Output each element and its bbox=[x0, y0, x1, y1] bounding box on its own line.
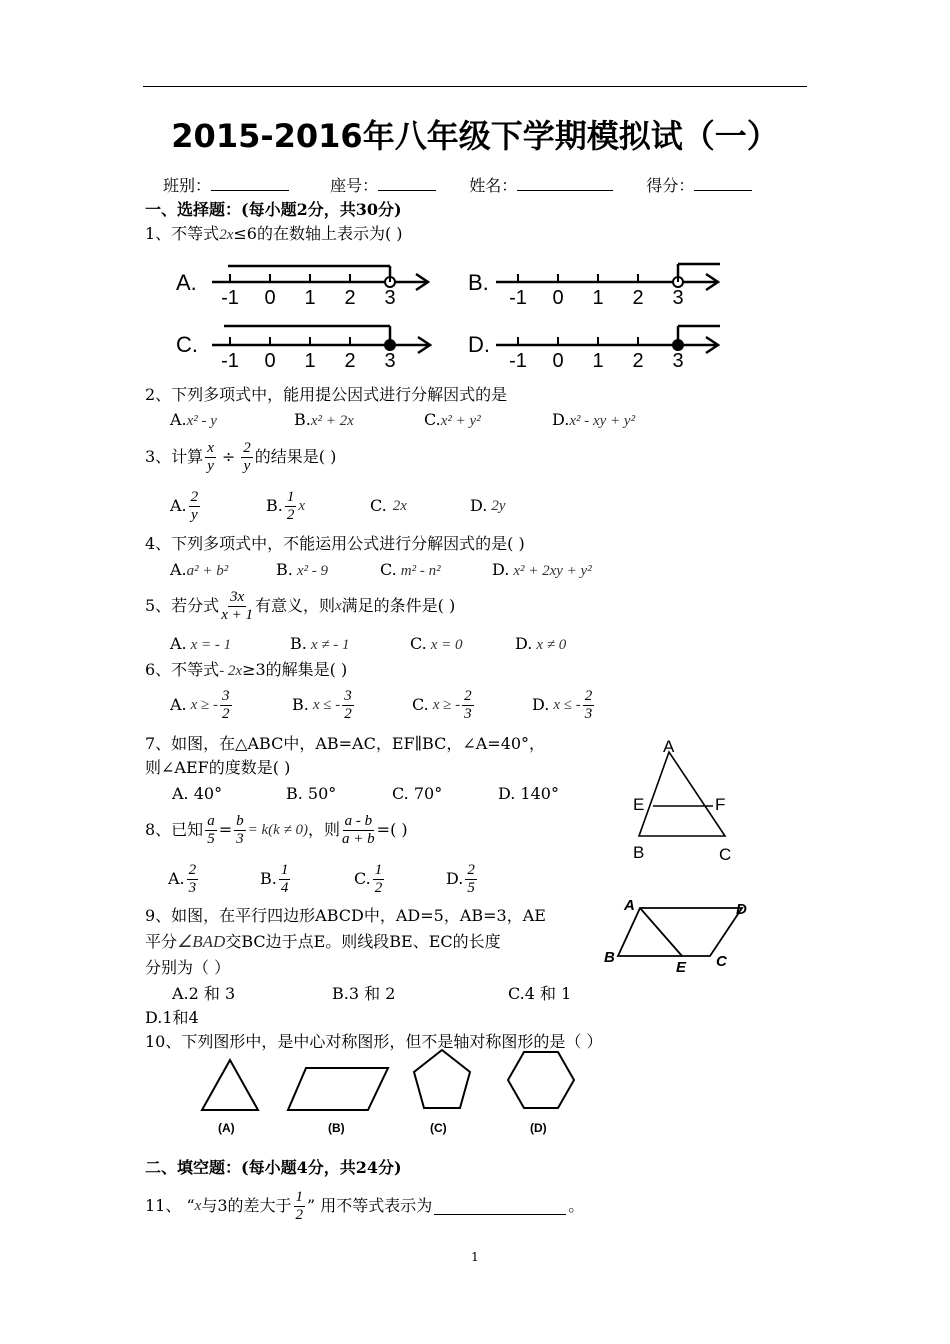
info-line bbox=[163, 174, 752, 196]
q5-options bbox=[170, 634, 610, 656]
q1-stem bbox=[145, 224, 403, 245]
q2-option-a[interactable]: A.x² - y bbox=[170, 410, 217, 429]
q9-option-a[interactable]: A.2 和 3 bbox=[172, 984, 236, 1003]
tick-label: -1 bbox=[509, 287, 527, 309]
q9-line2: 平分∠BAD交BC边于点E。则线段BE、EC的长度 bbox=[145, 932, 501, 951]
q3-stem bbox=[145, 437, 336, 477]
svg-text:(B): (B) bbox=[328, 1121, 345, 1135]
shape-pentagon[interactable] bbox=[414, 1050, 470, 1135]
svg-text:B: B bbox=[604, 949, 615, 966]
q7-options bbox=[172, 784, 592, 806]
svg-text:D: D bbox=[736, 901, 747, 918]
q3-option-d[interactable]: D. 2y bbox=[470, 496, 506, 515]
number-line-ticks bbox=[221, 274, 683, 372]
shape-triangle[interactable] bbox=[202, 1060, 258, 1135]
svg-text:A: A bbox=[624, 897, 635, 914]
q3-option-b[interactable]: B. $\frac{1}{2}$ x bbox=[266, 488, 306, 523]
option-c-label: C. bbox=[176, 332, 198, 357]
q1-post: ≤6的在数轴上表示为( ) bbox=[233, 224, 403, 243]
tick-label: 3 bbox=[384, 287, 396, 309]
q9-option-b[interactable]: B.3 和 2 bbox=[332, 984, 396, 1003]
header-rule bbox=[143, 86, 807, 87]
tick-label: 1 bbox=[304, 287, 316, 309]
tick-label: 1 bbox=[592, 350, 604, 372]
q5-option-a[interactable]: A. x = - 1 bbox=[170, 634, 232, 653]
q11-answer-blank[interactable] bbox=[434, 1198, 566, 1215]
q5-frac: $\frac{3x}{x + 1}$ bbox=[221, 588, 253, 623]
q2-stem: 2、下列多项式中，能用提公因式进行分解因式的是 bbox=[145, 385, 508, 404]
q3-option-a[interactable]: A. $\frac{2}{y}$ bbox=[170, 488, 199, 523]
q9-line3: 分别为（ ） bbox=[145, 958, 231, 977]
q1-pre: 1、不等式 bbox=[145, 224, 220, 243]
svg-text:(D): (D) bbox=[530, 1121, 547, 1135]
page-title: 2015-2016年八年级下学期模拟试（一） bbox=[171, 117, 779, 155]
q2-option-b[interactable]: B.x² + 2x bbox=[294, 410, 354, 429]
q7-option-c[interactable]: C. 70° bbox=[392, 784, 443, 803]
q5-option-b[interactable]: B. x ≠ - 1 bbox=[290, 634, 350, 653]
q7-line2: 则∠AEF的度数是( ) bbox=[145, 758, 291, 777]
q6-option-a[interactable]: A. x ≥ - $\frac{3}{2}$ bbox=[170, 687, 230, 722]
tick-label: 1 bbox=[304, 350, 316, 372]
q7-option-d[interactable]: D. 140° bbox=[498, 784, 559, 803]
q7-option-a[interactable]: A. 40° bbox=[172, 784, 223, 803]
q4-option-b[interactable]: B. x² - 9 bbox=[276, 560, 328, 579]
q10-stem: 10、下列图形中，是中心对称图形，但不是轴对称图形的是（ ） bbox=[145, 1032, 603, 1051]
tick-label: 2 bbox=[344, 350, 356, 372]
q4-option-a[interactable]: A.a² + b² bbox=[170, 560, 229, 579]
tick-label: 3 bbox=[672, 350, 684, 372]
class-label: 班别： bbox=[163, 176, 212, 195]
q3-pre: 3、计算 bbox=[145, 447, 204, 466]
tick-label: 1 bbox=[592, 287, 604, 309]
q8-option-c[interactable]: C. $\frac{1}{2}$ bbox=[354, 861, 383, 896]
tick-label: 0 bbox=[264, 287, 276, 309]
q10-shapes-figure bbox=[190, 1046, 590, 1140]
q8-option-a[interactable]: A. $\frac{2}{3}$ bbox=[168, 861, 197, 896]
svg-text:(C): (C) bbox=[430, 1121, 447, 1135]
shape-hexagon[interactable] bbox=[508, 1052, 574, 1135]
svg-text:(A): (A) bbox=[218, 1121, 235, 1135]
score-label: 得分： bbox=[646, 176, 695, 195]
class-blank[interactable] bbox=[211, 174, 289, 191]
svg-text:E: E bbox=[676, 959, 687, 976]
tick-label: 0 bbox=[552, 287, 564, 309]
fig-label-e: E bbox=[633, 795, 645, 814]
q8-option-b[interactable]: B. $\frac{1}{4}$ bbox=[260, 861, 289, 896]
seat-label: 座号： bbox=[330, 176, 379, 195]
tick-label: 2 bbox=[632, 350, 644, 372]
q5-option-d[interactable]: D. x ≠ 0 bbox=[515, 634, 567, 653]
svg-text:C: C bbox=[716, 953, 727, 970]
tick-label: -1 bbox=[221, 350, 239, 372]
q5-stem: 5、若分式 $\frac{3x}{x + 1}$ 有意义，则 x 满足的条件是( ) bbox=[145, 588, 456, 623]
q7-line1: 7、如图，在△ABC中，AB=AC，EF∥BC，∠A=40°， bbox=[145, 734, 546, 753]
q4-stem: 4、下列多项式中，不能运用公式进行分解因式的是( ) bbox=[145, 534, 525, 553]
q5-option-c[interactable]: C. x = 0 bbox=[410, 634, 463, 653]
tick-label: 2 bbox=[632, 287, 644, 309]
page-number: 1 bbox=[471, 1250, 479, 1264]
tick-label: 0 bbox=[552, 350, 564, 372]
q1-expr: 2x bbox=[219, 227, 234, 243]
q9-line1: 9、如图，在平行四边形ABCD中，AD=5，AB=3，AE bbox=[145, 906, 546, 925]
q6-option-d[interactable]: D. x ≤ - $\frac{2}{3}$ bbox=[532, 687, 593, 722]
q3-frac-1: $\frac{x}{y}$ bbox=[207, 439, 214, 474]
q9-options bbox=[172, 984, 592, 1006]
q7-option-b[interactable]: B. 50° bbox=[286, 784, 337, 803]
q9-option-d[interactable]: D.1和4 bbox=[145, 1008, 199, 1027]
q6-option-c[interactable]: C. x ≥ - $\frac{2}{3}$ bbox=[412, 687, 472, 722]
fig-label-b: B bbox=[633, 843, 645, 862]
seat-blank[interactable] bbox=[378, 174, 436, 191]
name-label: 姓名： bbox=[469, 176, 518, 195]
shape-parallelogram[interactable] bbox=[288, 1068, 388, 1135]
q3-options bbox=[170, 485, 590, 527]
name-blank[interactable] bbox=[517, 174, 613, 191]
fig-label-f: F bbox=[715, 795, 726, 814]
tick-label: 3 bbox=[672, 287, 684, 309]
q6-option-b[interactable]: B. x ≤ - $\frac{3}{2}$ bbox=[292, 687, 352, 722]
q4-option-d[interactable]: D. x² + 2xy + y² bbox=[492, 560, 592, 579]
q9-parallelogram-figure bbox=[596, 886, 780, 978]
q3-frac-2: $\frac{2}{y}$ bbox=[243, 439, 251, 474]
q1-number-lines bbox=[170, 256, 730, 376]
q2-option-c[interactable]: C.x² + y² bbox=[424, 410, 481, 429]
q2-option-d[interactable]: D.x² - xy + y² bbox=[552, 410, 636, 429]
fig-label-a: A bbox=[663, 738, 675, 756]
q7-triangle-figure bbox=[625, 738, 745, 868]
q9-option-c[interactable]: C.4 和 1 bbox=[508, 984, 572, 1003]
q11-frac: $\frac{1}{2}$ bbox=[295, 1188, 303, 1223]
q2-options bbox=[170, 410, 690, 432]
tick-label: 0 bbox=[264, 350, 276, 372]
option-d-label: D. bbox=[468, 332, 490, 357]
score-blank[interactable] bbox=[694, 174, 752, 191]
q3-divide: ÷ bbox=[221, 447, 236, 466]
q4-options bbox=[170, 560, 650, 582]
q6-options bbox=[170, 684, 630, 726]
option-a-label: A. bbox=[176, 270, 197, 295]
tick-label: -1 bbox=[221, 287, 239, 309]
q3-option-c[interactable]: C. 2x bbox=[370, 496, 407, 515]
q6-stem: 6、不等式- 2x≥3的解集是( ) bbox=[145, 660, 348, 679]
tick-label: -1 bbox=[509, 350, 527, 372]
q8-stem: 8、已知 $\frac{a}{5}$ = $\frac{b}{3}$ = k(k ≠ 0) ，则 $\frac{a - b}{a + b}$ =( ) bbox=[145, 812, 408, 847]
option-b-label: B. bbox=[468, 270, 489, 295]
section2-heading: 二、填空题：(每小题4分，共24分) bbox=[145, 1158, 402, 1177]
section1-heading: 一、选择题：(每小题2分，共30分) bbox=[145, 200, 402, 219]
fig-label-c: C bbox=[719, 845, 732, 864]
q8-option-d[interactable]: D. $\frac{2}{5}$ bbox=[446, 861, 475, 896]
q8-options bbox=[168, 858, 528, 900]
tick-label: 3 bbox=[384, 350, 396, 372]
q4-option-c[interactable]: C. m² - n² bbox=[380, 560, 441, 579]
tick-label: 2 bbox=[344, 287, 356, 309]
q3-post: 的结果是( ) bbox=[254, 447, 337, 466]
q11-stem: 11、 “ x 与3的差大于 $\frac{1}{2}$ ” 用不等式表示为 。 bbox=[145, 1188, 585, 1223]
